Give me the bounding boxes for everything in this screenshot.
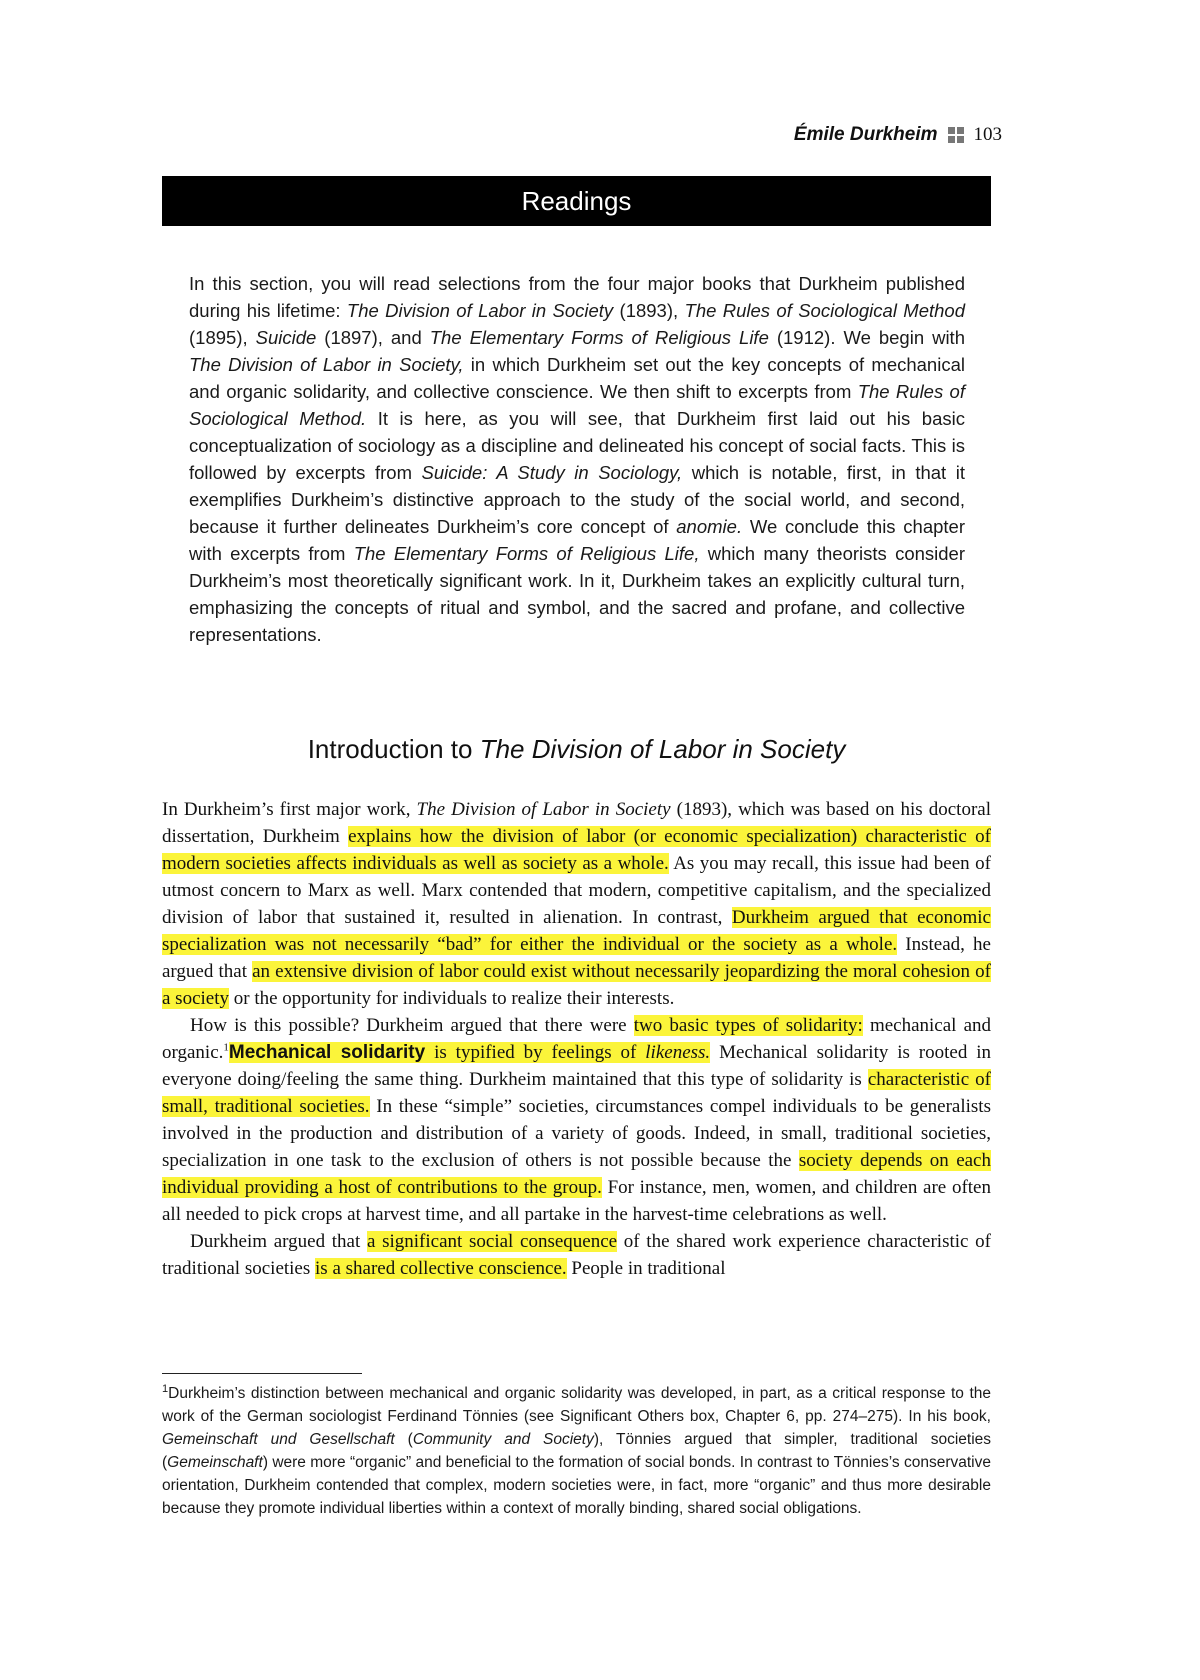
book-title: The Division of Labor in Society (416, 799, 671, 820)
body-text-run: (1893), which was based on his doctoral dissertation, Durkheim (162, 799, 991, 847)
intro-text: which many theorists consider Durkheim’s most theoretically significant work. In it, Durkheim takes an explicitly cultural turn, emphasizing the concepts of ritual and symbol, and the sacred and profane, and collective representations. (189, 543, 965, 645)
highlighted-text: Durkheim argued that economic specialization was not necessarily “bad” for either the individual or the society as a whole. (162, 907, 991, 955)
highlighted-text: a significant social consequence (366, 1231, 618, 1252)
footnote-divider (162, 1373, 362, 1374)
book-title: The Division of Labor in Society, (189, 354, 464, 375)
readings-banner-title: Readings (521, 185, 632, 216)
running-header (794, 124, 1002, 146)
term-gemeinschaft: Gemeinschaft (167, 1454, 263, 1471)
readings-intro (189, 270, 965, 648)
footnote-text: ) were more “organic” and beneficial to the formation of social bonds. In contrast to Tönnies’s conservative orientation, Durkheim contended that complex, modern societies were, in fact, more “organic” and thus more desirable because they promote individual liberties within a context of morally binding, shared social obligations. (162, 1454, 991, 1517)
body-text-run: In Durkheim’s first major work, (162, 799, 417, 820)
term-likeness: likeness. (645, 1042, 711, 1063)
footnote-marker[interactable]: 1 (223, 1041, 229, 1054)
body-text-run: of the shared work experience characteristic of traditional societies (162, 1231, 991, 1279)
section-heading-prefix: Introduction to (307, 734, 480, 764)
intro-text: (1912). We begin with (768, 327, 965, 348)
running-header-author: Émile Durkheim (793, 124, 938, 145)
highlighted-text: characteristic of small, traditional societies. (162, 1069, 992, 1117)
body-text-run: Mechanical solidarity is rooted in everyone doing/feeling the same thing. Durkheim maintained that this type of solidarity is (162, 1042, 991, 1090)
footnote-text: ), Tönnies argued that simpler, traditional societies ( (162, 1431, 992, 1471)
body-text-run: Instead, he argued that (162, 934, 991, 982)
book-title: Gemeinschaft und Gesellschaft (162, 1431, 395, 1448)
body-text-run: or the opportunity for individuals to realize their interests. (229, 988, 675, 1009)
body-text-run: Durkheim argued that (190, 1231, 367, 1252)
highlighted-text: is a shared collective conscience. (315, 1258, 567, 1279)
footnote-number: 1 (162, 1382, 169, 1395)
highlighted-text: explains how the division of labor (or economic specialization) characteristic of modern societies affects individuals as well as society as a whole. (162, 826, 991, 874)
intro-text: We conclude this chapter with excerpts from (189, 516, 965, 564)
body-text-run: mechanical and organic. (162, 1015, 992, 1063)
section-heading-book-title: The Division of Labor in Society (479, 734, 846, 764)
body-paragraph-3 (162, 1228, 991, 1282)
book-title: The Rules of Sociological Method (684, 300, 965, 321)
body-paragraph-1 (162, 796, 991, 1012)
intro-text: (1897), and (316, 327, 430, 348)
book-title: The Elementary Forms of Religious Life, (353, 543, 700, 564)
readings-banner (162, 176, 991, 226)
body-text (162, 796, 991, 1282)
term-anomie: anomie. (676, 516, 743, 537)
highlighted-text-run: is typified by feelings of (425, 1042, 646, 1063)
highlighted-text: an extensive division of labor could exist without necessarily jeopardizing the moral cohesion of a society (162, 961, 992, 1009)
body-text-run: In these “simple” societies, circumstances compel individuals to be generalists involved in the production and distribution of a variety of goods. Indeed, in small, traditional societies, specialization in one task to the exclusion of others is not possible because the (162, 1096, 991, 1171)
body-text-run: People in traditional (566, 1258, 726, 1279)
intro-text: It is here, as you will see, that Durkheim first laid out his basic conceptualization of sociology as a discipline and delineated his concept of social facts. This is followed by excerpts from (189, 408, 965, 483)
book-title: The Rules of Sociological Method. (189, 381, 965, 429)
footnote-text: ( (394, 1431, 413, 1448)
intro-text: In this section, you will read selections from the four major books that Durkheim published during his lifetime: (189, 273, 965, 321)
term-mechanical-solidarity: Mechanical solidarity (228, 1042, 426, 1063)
intro-text: (1893), (613, 300, 685, 321)
page-number: 103 (973, 124, 1002, 145)
book-title: The Elementary Forms of Religious Life (429, 327, 769, 348)
header-separator-icon (948, 127, 964, 143)
book-title-translation: Community and Society (412, 1431, 594, 1448)
intro-text: (1895), (189, 327, 256, 348)
body-text-run: How is this possible? Durkheim argued that there were (190, 1015, 634, 1036)
book-title: The Division of Labor in Society (346, 300, 614, 321)
footnote (162, 1382, 991, 1520)
intro-text: in which Durkheim set out the key concepts of mechanical and organic solidarity, and collective conscience. We then shift to excerpts from (189, 354, 965, 402)
body-paragraph-2 (162, 1012, 991, 1228)
body-text-run: As you may recall, this issue had been of utmost concern to Marx as well. Marx contended that modern, competitive capitalism, and the specialized division of labor that sustained it, resulted in alienation. In contrast, (162, 853, 991, 928)
book-title: Suicide (255, 327, 317, 348)
readings-intro-paragraph (189, 270, 965, 648)
highlighted-text: society depends on each individual providing a host of contributions to the group. (162, 1150, 991, 1198)
section-heading (162, 734, 991, 765)
highlighted-text: two basic types of solidarity: (633, 1015, 863, 1036)
book-title: Suicide: A Study in Sociology, (421, 462, 683, 483)
body-text-run: For instance, men, women, and children are often all needed to pick crops at harvest time, and all partake in the harvest-time celebrations as well. (162, 1177, 991, 1225)
footnote-text: Durkheim’s distinction between mechanical and organic solidarity was developed, in part, as a critical response to the work of the German sociologist Ferdinand Tönnies (see Significant Others box, Chapter 6, pp. 274–275). In his book, (162, 1385, 991, 1425)
highlighted-text (229, 1042, 710, 1063)
intro-text: which is notable, first, in that it exemplifies Durkheim’s distinctive approach to the study of the social world, and second, because it further delineates Durkheim’s core concept of (189, 462, 965, 537)
footnote-paragraph (162, 1382, 991, 1520)
